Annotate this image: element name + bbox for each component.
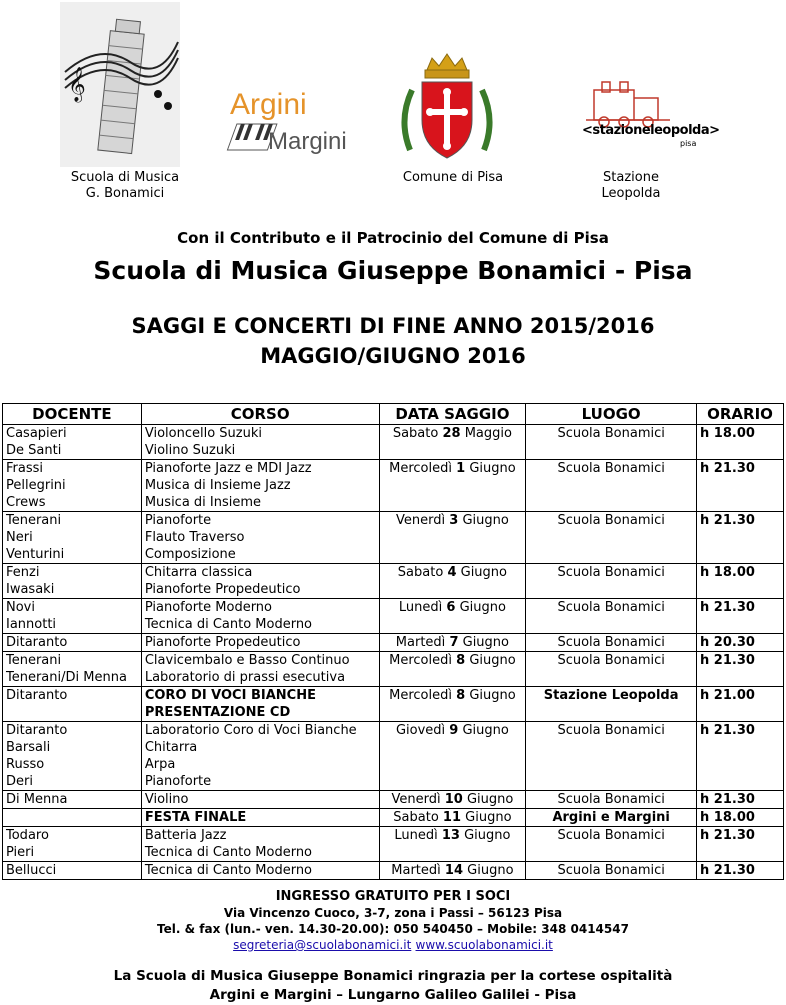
docente-name: Fenzi xyxy=(6,565,40,580)
cell-luogo: Scuola Bonamici xyxy=(526,460,697,512)
cell-luogo: Stazione Leopolda xyxy=(526,687,697,722)
table-row xyxy=(3,809,784,827)
schedule-table xyxy=(2,403,784,880)
free-entry-note: INGRESSO GRATUITO PER I SOCI xyxy=(275,889,511,904)
date-month: Giugno xyxy=(469,653,516,668)
docente-name: Ditaranto xyxy=(6,723,68,738)
cell-docente xyxy=(3,634,142,652)
date-day: Sabato xyxy=(392,426,439,441)
corso-name: Arpa xyxy=(144,757,176,772)
date-number: 6 xyxy=(446,600,456,615)
thanks-line-1: La Scuola di Musica Giuseppe Bonamici ringrazia per la cortese ospitalità xyxy=(113,968,673,984)
cell-corso xyxy=(141,425,379,460)
col-header-orario: ORARIO xyxy=(697,404,784,425)
docente-name: Pellegrini xyxy=(6,478,66,493)
cell-luogo: Scuola Bonamici xyxy=(526,791,697,809)
corso-name: Laboratorio di prassi esecutiva xyxy=(144,670,346,685)
date-number: 8 xyxy=(456,688,466,703)
docente-name: Russo xyxy=(6,757,45,772)
date-number: 28 xyxy=(442,426,461,441)
event-period: MAGGIO/GIUGNO 2016 xyxy=(260,344,526,368)
cell-corso xyxy=(141,722,379,791)
docente-name: Frassi xyxy=(6,461,44,476)
date-day: Lunedì xyxy=(398,600,443,615)
date-number: 13 xyxy=(441,828,460,843)
cell-docente xyxy=(3,791,142,809)
cell-data xyxy=(379,425,526,460)
cell-docente xyxy=(3,827,142,862)
date-month: Giugno xyxy=(462,723,509,738)
table-row xyxy=(3,687,784,722)
leopolda-text: <stazioneleopolda> xyxy=(582,123,720,138)
cell-luogo: Scuola Bonamici xyxy=(526,634,697,652)
cell-data xyxy=(379,722,526,791)
cell-luogo: Scuola Bonamici xyxy=(526,512,697,564)
cell-orario: h 18.00 xyxy=(697,564,784,599)
table-row xyxy=(3,564,784,599)
date-number: 14 xyxy=(444,863,464,878)
corso-name: FESTA FINALE xyxy=(144,810,247,825)
cell-orario: h 21.30 xyxy=(697,862,784,880)
corso-name: Tecnica di Canto Moderno xyxy=(144,845,313,860)
email-link[interactable]: segreteria@scuolabonamici.it xyxy=(233,938,412,952)
stazione-leopolda-logo xyxy=(580,76,720,152)
cell-luogo: Argini e Margini xyxy=(526,809,697,827)
docente-name: Tenerani xyxy=(6,653,62,668)
cell-data xyxy=(379,652,526,687)
date-month: Giugno xyxy=(460,565,507,580)
cell-docente xyxy=(3,809,142,827)
docente-name: Tenerani/Di Menna xyxy=(6,670,127,685)
cell-data xyxy=(379,791,526,809)
docente-name: Casapieri xyxy=(6,426,67,441)
cell-luogo: Scuola Bonamici xyxy=(526,722,697,791)
corso-name: Clavicembalo e Basso Continuo xyxy=(144,653,350,668)
docente-name: Venturini xyxy=(6,547,65,562)
date-day: Mercoledì xyxy=(389,688,452,703)
table-row xyxy=(3,512,784,564)
corso-name: Violoncello Suzuki xyxy=(144,426,262,441)
cell-orario: h 21.30 xyxy=(697,460,784,512)
cell-data xyxy=(379,687,526,722)
corso-name: Batteria Jazz xyxy=(144,828,227,843)
docente-name: Deri xyxy=(6,774,33,789)
cell-orario: h 21.30 xyxy=(697,512,784,564)
date-month: Maggio xyxy=(464,426,512,441)
corso-name: Pianoforte Jazz e MDI Jazz xyxy=(144,461,312,476)
corso-name: Pianoforte Propedeutico xyxy=(144,582,301,597)
cell-corso xyxy=(141,634,379,652)
cell-corso xyxy=(141,809,379,827)
cell-corso xyxy=(141,599,379,634)
cell-corso xyxy=(141,564,379,599)
address: Via Vincenzo Cuoco, 3-7, zona i Passi – 56123 Pisa xyxy=(223,906,563,920)
cell-data xyxy=(379,599,526,634)
cell-data xyxy=(379,512,526,564)
date-day: Giovedì xyxy=(395,723,446,738)
docente-name: Ditaranto xyxy=(6,688,68,703)
table-row xyxy=(3,652,784,687)
date-month: Giugno xyxy=(459,600,506,615)
date-day: Martedì xyxy=(395,635,446,650)
corso-name: Tecnica di Canto Moderno xyxy=(144,617,313,632)
contacts xyxy=(0,938,786,952)
cell-docente xyxy=(3,564,142,599)
cell-corso xyxy=(141,687,379,722)
cell-data xyxy=(379,564,526,599)
date-number: 11 xyxy=(442,810,462,825)
corso-name: Chitarra xyxy=(144,740,198,755)
bonamici-logo xyxy=(60,2,180,167)
date-month: Giugno xyxy=(469,688,516,703)
docente-name: De Santi xyxy=(6,443,62,458)
date-day: Martedì xyxy=(391,863,441,878)
date-month: Giugno xyxy=(465,810,512,825)
corso-name: Pianoforte xyxy=(144,513,212,528)
margini-text: Margini xyxy=(268,128,347,155)
website-link[interactable]: www.scuolabonamici.it xyxy=(415,938,553,952)
school-name: Scuola di Musica Giuseppe Bonamici - Pisa xyxy=(93,256,693,285)
docente-name: Novi xyxy=(6,600,35,615)
corso-name: Chitarra classica xyxy=(144,565,253,580)
corso-name: Pianoforte xyxy=(144,774,212,789)
cell-docente xyxy=(3,512,142,564)
docente-name: Barsali xyxy=(6,740,51,755)
corso-name: Pianoforte Propedeutico xyxy=(144,635,301,650)
corso-name: Tecnica di Canto Moderno xyxy=(144,863,313,878)
date-number: 1 xyxy=(456,461,466,476)
cell-corso xyxy=(141,827,379,862)
svg-text:𝄞: 𝄞 xyxy=(68,67,86,102)
cell-docente xyxy=(3,460,142,512)
cell-corso xyxy=(141,791,379,809)
comune-pisa-crest xyxy=(392,50,502,170)
phone: Tel. & fax (lun.- ven. 14.30-20.00): 050 540450 – Mobile: 348 0414547 xyxy=(157,922,629,936)
cell-docente xyxy=(3,862,142,880)
thanks-line-2: Argini e Margini – Lungarno Galileo Galilei - Pisa xyxy=(209,987,577,1003)
coat-of-arms-icon xyxy=(392,50,502,170)
table-row xyxy=(3,599,784,634)
cell-orario: h 21.30 xyxy=(697,722,784,791)
cell-luogo: Scuola Bonamici xyxy=(526,862,697,880)
patronage-subtitle: Con il Contributo e il Patrocinio del Comune di Pisa xyxy=(177,229,609,247)
cell-orario: h 20.30 xyxy=(697,634,784,652)
cell-luogo: Scuola Bonamici xyxy=(526,827,697,862)
date-number: 3 xyxy=(449,513,459,528)
table-header-row xyxy=(3,404,784,425)
date-number: 9 xyxy=(449,723,459,738)
argini-margini-logo xyxy=(220,88,350,160)
bonamici-caption: Scuola di Musica G. Bonamici xyxy=(70,170,180,201)
cell-docente xyxy=(3,425,142,460)
corso-name: Flauto Traverso xyxy=(144,530,245,545)
date-day: Venerdì xyxy=(396,513,446,528)
docente-name: Crews xyxy=(6,495,46,510)
docente-name: Iwasaki xyxy=(6,582,55,597)
cell-data xyxy=(379,634,526,652)
docente-name: Tenerani xyxy=(6,513,62,528)
date-day: Sabato xyxy=(393,810,439,825)
argini-text: Argini xyxy=(230,88,307,121)
date-number: 8 xyxy=(456,653,466,668)
cell-orario: h 18.00 xyxy=(697,425,784,460)
cell-corso xyxy=(141,512,379,564)
date-day: Mercoledì xyxy=(389,653,452,668)
cell-corso xyxy=(141,460,379,512)
corso-name: PRESENTAZIONE CD xyxy=(144,705,291,720)
cell-orario: h 21.00 xyxy=(697,687,784,722)
docente-name: Todaro xyxy=(6,828,49,843)
docente-name: Pieri xyxy=(6,845,35,860)
cell-data xyxy=(379,809,526,827)
cell-luogo: Scuola Bonamici xyxy=(526,599,697,634)
leopolda-sub: pisa xyxy=(680,139,697,148)
date-month: Giugno xyxy=(462,513,509,528)
table-row xyxy=(3,791,784,809)
docente-name: Iannotti xyxy=(6,617,57,632)
date-month: Giugno xyxy=(466,792,514,807)
corso-name: Laboratorio Coro di Voci Bianche xyxy=(144,723,357,738)
train-sketch-icon xyxy=(580,76,716,128)
cell-docente xyxy=(3,652,142,687)
table-row xyxy=(3,862,784,880)
corso-name: Violino Suzuki xyxy=(144,443,236,458)
table-row xyxy=(3,722,784,791)
table-row xyxy=(3,827,784,862)
date-day: Venerdì xyxy=(391,792,441,807)
comune-caption: Comune di Pisa xyxy=(402,170,504,185)
cell-orario: h 18.00 xyxy=(697,809,784,827)
col-header-data: DATA SAGGIO xyxy=(379,404,526,425)
cell-orario: h 21.30 xyxy=(697,652,784,687)
docente-name: Bellucci xyxy=(6,863,57,878)
cell-orario: h 21.30 xyxy=(697,827,784,862)
cell-data xyxy=(379,460,526,512)
leopolda-caption: Stazione Leopolda xyxy=(601,170,661,201)
table-row xyxy=(3,460,784,512)
leaning-tower-icon xyxy=(60,2,180,167)
table-row xyxy=(3,425,784,460)
date-number: 10 xyxy=(444,792,463,807)
date-month: Giugno xyxy=(467,863,514,878)
cell-corso xyxy=(141,652,379,687)
cell-corso xyxy=(141,862,379,880)
date-day: Lunedì xyxy=(394,828,438,843)
col-header-corso: CORSO xyxy=(141,404,379,425)
cell-docente xyxy=(3,599,142,634)
date-number: 7 xyxy=(449,635,459,650)
cell-luogo: Scuola Bonamici xyxy=(526,652,697,687)
docente-name xyxy=(6,809,138,826)
event-title: SAGGI E CONCERTI DI FINE ANNO 2015/2016 xyxy=(131,314,655,338)
corso-name: Composizione xyxy=(144,547,236,562)
corso-name: Musica di Insieme xyxy=(144,495,262,510)
docente-name: Neri xyxy=(6,530,33,545)
col-header-docente: DOCENTE xyxy=(3,404,142,425)
cell-docente xyxy=(3,722,142,791)
date-month: Giugno xyxy=(462,635,509,650)
cell-data xyxy=(379,862,526,880)
cell-luogo: Scuola Bonamici xyxy=(526,425,697,460)
date-number: 4 xyxy=(447,565,457,580)
corso-name: Violino xyxy=(144,792,189,807)
col-header-luogo: LUOGO xyxy=(526,404,697,425)
cell-luogo: Scuola Bonamici xyxy=(526,564,697,599)
date-month: Giugno xyxy=(464,828,511,843)
docente-name: Ditaranto xyxy=(6,635,68,650)
cell-data xyxy=(379,827,526,862)
date-day: Mercoledì xyxy=(389,461,452,476)
table-row xyxy=(3,634,784,652)
corso-name: CORO DI VOCI BIANCHE xyxy=(144,688,316,703)
corso-name: Pianoforte Moderno xyxy=(144,600,272,615)
cell-docente xyxy=(3,687,142,722)
cell-orario: h 21.30 xyxy=(697,599,784,634)
date-day: Sabato xyxy=(397,565,444,580)
corso-name: Musica di Insieme Jazz xyxy=(144,478,291,493)
docente-name: Di Menna xyxy=(6,792,68,807)
cell-orario: h 21.30 xyxy=(697,791,784,809)
date-month: Giugno xyxy=(469,461,516,476)
